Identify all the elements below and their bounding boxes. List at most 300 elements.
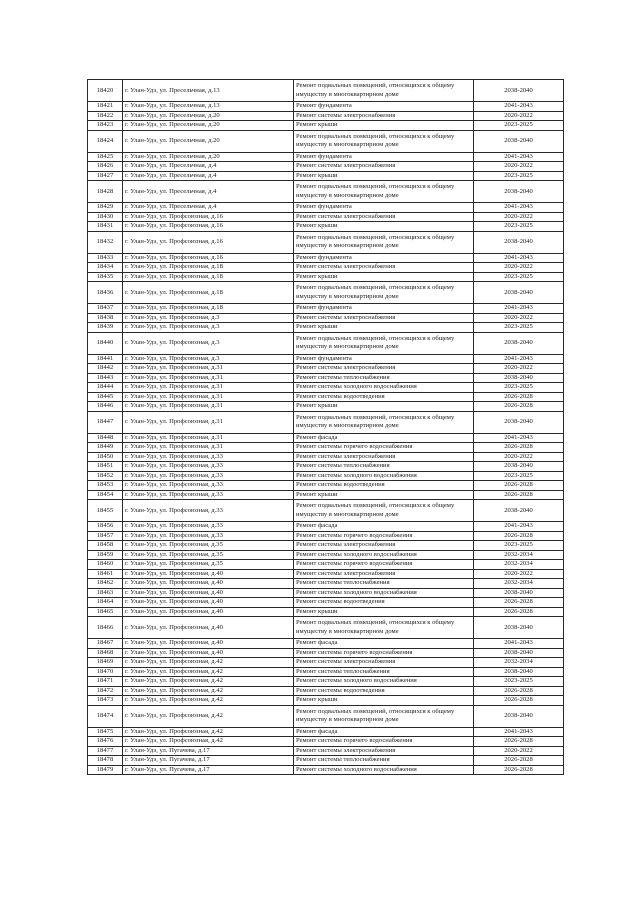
address-cell: г. Улан-Удэ, ул. Пугачева, д.17: [123, 756, 294, 766]
row-number-cell: 18440: [88, 332, 123, 354]
period-cell: 2032-2034: [474, 550, 564, 560]
period-cell: 2026-2028: [474, 531, 564, 541]
row-number-cell: 18442: [88, 364, 123, 374]
address-cell: г. Улан-Удэ, ул. Профсоюзная, д.33: [123, 500, 294, 522]
table-row: [88, 765, 564, 775]
work-type-cell: Ремонт фасада: [294, 639, 474, 649]
address-cell: г. Улан-Удэ, ул. Пресельчная, д.13: [123, 102, 294, 112]
address-cell: г. Улан-Удэ, ул. Профсоюзная, д.35: [123, 560, 294, 570]
work-type-cell: Ремонт системы теплоснабжения: [294, 373, 474, 383]
work-type-cell: Ремонт крыши: [294, 171, 474, 181]
table-row: [88, 402, 564, 412]
work-type-cell: Ремонт фасада: [294, 522, 474, 532]
row-number-cell: 18426: [88, 162, 123, 172]
period-cell: 2026-2028: [474, 598, 564, 608]
period-cell: 2023-2025: [474, 121, 564, 131]
table-row: [88, 364, 564, 374]
row-number-cell: 18474: [88, 705, 123, 727]
address-cell: г. Улан-Удэ, ул. Профсоюзная, д.35: [123, 550, 294, 560]
row-number-cell: 18469: [88, 658, 123, 668]
table-row: [88, 500, 564, 522]
period-cell: 2026-2028: [474, 402, 564, 412]
row-number-cell: 18428: [88, 181, 123, 203]
table-row: [88, 263, 564, 273]
table-row: [88, 677, 564, 687]
period-cell: 2041-2043: [474, 102, 564, 112]
table-row: [88, 433, 564, 443]
table-row: [88, 579, 564, 589]
table-row: [88, 541, 564, 551]
work-type-cell: Ремонт системы водоотведения: [294, 481, 474, 491]
row-number-cell: 18432: [88, 231, 123, 253]
row-number-cell: 18445: [88, 392, 123, 402]
address-cell: г. Улан-Удэ, ул. Пресельчная, д.20: [123, 121, 294, 131]
address-cell: г. Улан-Удэ, ул. Пугачева, д.17: [123, 765, 294, 775]
period-cell: 2026-2028: [474, 756, 564, 766]
period-cell: 2020-2022: [474, 364, 564, 374]
row-number-cell: 18438: [88, 313, 123, 323]
period-cell: 2026-2028: [474, 490, 564, 500]
period-cell: 2023-2025: [474, 171, 564, 181]
row-number-cell: 18424: [88, 130, 123, 152]
work-type-cell: Ремонт подвальных помещений, относящихся к общему имуществу в многоквартирном доме: [294, 181, 474, 203]
table-row: [88, 373, 564, 383]
work-type-cell: Ремонт фасада: [294, 433, 474, 443]
row-number-cell: 18439: [88, 323, 123, 333]
table-row: [88, 222, 564, 232]
work-type-cell: Ремонт крыши: [294, 323, 474, 333]
period-cell: 2032-2034: [474, 658, 564, 668]
row-number-cell: 18425: [88, 152, 123, 162]
work-type-cell: Ремонт системы холодного водоснабжения: [294, 677, 474, 687]
row-number-cell: 18431: [88, 222, 123, 232]
period-cell: 2038-2040: [474, 500, 564, 522]
table-row: [88, 212, 564, 222]
table-row: [88, 746, 564, 756]
period-cell: 2041-2043: [474, 203, 564, 213]
table-row: [88, 452, 564, 462]
row-number-cell: 18427: [88, 171, 123, 181]
row-number-cell: 18459: [88, 550, 123, 560]
address-cell: г. Улан-Удэ, ул. Пресельчная, д.4: [123, 171, 294, 181]
period-cell: 2038-2040: [474, 588, 564, 598]
period-cell: 2038-2040: [474, 181, 564, 203]
row-number-cell: 18458: [88, 541, 123, 551]
period-cell: 2026-2028: [474, 481, 564, 491]
address-cell: г. Улан-Удэ, ул. Пресельчная, д.13: [123, 80, 294, 102]
work-type-cell: Ремонт системы электроснабжения: [294, 162, 474, 172]
period-cell: 2038-2040: [474, 411, 564, 433]
work-type-cell: Ремонт системы электроснабжения: [294, 658, 474, 668]
table-row: [88, 443, 564, 453]
table-row: [88, 392, 564, 402]
address-cell: г. Улан-Удэ, ул. Пресельчная, д.20: [123, 130, 294, 152]
address-cell: г. Улан-Удэ, ул. Профсоюзная, д.3: [123, 332, 294, 354]
table-row: [88, 607, 564, 617]
table-row: [88, 462, 564, 472]
period-cell: 2023-2025: [474, 383, 564, 393]
work-type-cell: Ремонт системы горячего водоснабжения: [294, 560, 474, 570]
period-cell: 2020-2022: [474, 746, 564, 756]
table-row: [88, 111, 564, 121]
address-cell: г. Улан-Удэ, ул. Профсоюзная, д.42: [123, 727, 294, 737]
work-type-cell: Ремонт системы водоотведения: [294, 686, 474, 696]
work-type-cell: Ремонт системы теплоснабжения: [294, 579, 474, 589]
period-cell: 2041-2043: [474, 152, 564, 162]
work-type-cell: Ремонт системы холодного водоснабжения: [294, 765, 474, 775]
table-row: [88, 171, 564, 181]
address-cell: г. Улан-Удэ, ул. Профсоюзная, д.40: [123, 588, 294, 598]
period-cell: 2023-2025: [474, 272, 564, 282]
row-number-cell: 18443: [88, 373, 123, 383]
period-cell: 2038-2040: [474, 282, 564, 304]
period-cell: 2026-2028: [474, 737, 564, 747]
work-type-cell: Ремонт подвальных помещений, относящихся к общему имуществу в многоквартирном доме: [294, 332, 474, 354]
work-type-cell: Ремонт системы электроснабжения: [294, 541, 474, 551]
row-number-cell: 18472: [88, 686, 123, 696]
table-row: [88, 550, 564, 560]
row-number-cell: 18433: [88, 253, 123, 263]
row-number-cell: 18420: [88, 80, 123, 102]
period-cell: 2026-2028: [474, 686, 564, 696]
work-type-cell: Ремонт крыши: [294, 222, 474, 232]
table-row: [88, 531, 564, 541]
row-number-cell: 18465: [88, 607, 123, 617]
row-number-cell: 18451: [88, 462, 123, 472]
period-cell: 2038-2040: [474, 617, 564, 639]
table-row: [88, 705, 564, 727]
row-number-cell: 18466: [88, 617, 123, 639]
address-cell: г. Улан-Удэ, ул. Профсоюзная, д.42: [123, 705, 294, 727]
work-type-cell: Ремонт крыши: [294, 402, 474, 412]
work-type-cell: Ремонт системы водоотведения: [294, 598, 474, 608]
address-cell: г. Улан-Удэ, ул. Профсоюзная, д.42: [123, 686, 294, 696]
table-row: [88, 411, 564, 433]
address-cell: г. Улан-Удэ, ул. Профсоюзная, д.16: [123, 212, 294, 222]
table-row: [88, 253, 564, 263]
work-type-cell: Ремонт системы горячего водоснабжения: [294, 531, 474, 541]
address-cell: г. Улан-Удэ, ул. Пресельчная, д.4: [123, 203, 294, 213]
period-cell: 2020-2022: [474, 313, 564, 323]
address-cell: г. Улан-Удэ, ул. Пресельчная, д.4: [123, 162, 294, 172]
row-number-cell: 18450: [88, 452, 123, 462]
period-cell: 2020-2022: [474, 452, 564, 462]
row-number-cell: 18471: [88, 677, 123, 687]
work-type-cell: Ремонт подвальных помещений, относящихся к общему имуществу в многоквартирном доме: [294, 80, 474, 102]
address-cell: г. Улан-Удэ, ул. Профсоюзная, д.42: [123, 677, 294, 687]
work-type-cell: Ремонт фундамента: [294, 102, 474, 112]
period-cell: 2041-2043: [474, 304, 564, 314]
address-cell: г. Улан-Удэ, ул. Профсоюзная, д.31: [123, 433, 294, 443]
table-row: [88, 231, 564, 253]
row-number-cell: 18447: [88, 411, 123, 433]
period-cell: 2023-2025: [474, 222, 564, 232]
table-row: [88, 598, 564, 608]
address-cell: г. Улан-Удэ, ул. Профсоюзная, д.3: [123, 323, 294, 333]
address-cell: г. Улан-Удэ, ул. Профсоюзная, д.42: [123, 658, 294, 668]
work-type-cell: Ремонт фундамента: [294, 203, 474, 213]
period-cell: 2020-2022: [474, 569, 564, 579]
work-type-cell: Ремонт подвальных помещений, относящихся к общему имуществу в многоквартирном доме: [294, 130, 474, 152]
work-type-cell: Ремонт крыши: [294, 272, 474, 282]
period-cell: 2032-2034: [474, 579, 564, 589]
address-cell: г. Улан-Удэ, ул. Профсоюзная, д.31: [123, 392, 294, 402]
row-number-cell: 18467: [88, 639, 123, 649]
address-cell: г. Улан-Удэ, ул. Профсоюзная, д.33: [123, 531, 294, 541]
period-cell: 2041-2043: [474, 639, 564, 649]
row-number-cell: 18429: [88, 203, 123, 213]
work-type-cell: Ремонт крыши: [294, 607, 474, 617]
period-cell: 2041-2043: [474, 253, 564, 263]
period-cell: 2041-2043: [474, 522, 564, 532]
period-cell: 2026-2028: [474, 696, 564, 706]
row-number-cell: 18462: [88, 579, 123, 589]
address-cell: г. Улан-Удэ, ул. Профсоюзная, д.18: [123, 272, 294, 282]
table-row: [88, 560, 564, 570]
work-type-cell: Ремонт подвальных помещений, относящихся к общему имуществу в многоквартирном доме: [294, 617, 474, 639]
table-row: [88, 737, 564, 747]
period-cell: 2038-2040: [474, 705, 564, 727]
row-number-cell: 18441: [88, 354, 123, 364]
work-type-cell: Ремонт системы холодного водоснабжения: [294, 471, 474, 481]
work-type-cell: Ремонт системы электроснабжения: [294, 452, 474, 462]
address-cell: г. Улан-Удэ, ул. Профсоюзная, д.31: [123, 443, 294, 453]
address-cell: г. Улан-Удэ, ул. Пресельчная, д.20: [123, 111, 294, 121]
work-type-cell: Ремонт системы горячего водоснабжения: [294, 737, 474, 747]
row-number-cell: 18463: [88, 588, 123, 598]
row-number-cell: 18457: [88, 531, 123, 541]
table-row: [88, 181, 564, 203]
work-type-cell: Ремонт системы теплоснабжения: [294, 462, 474, 472]
row-number-cell: 18454: [88, 490, 123, 500]
address-cell: г. Улан-Удэ, ул. Профсоюзная, д.40: [123, 569, 294, 579]
work-type-cell: Ремонт системы водоотведения: [294, 392, 474, 402]
work-type-cell: Ремонт системы электроснабжения: [294, 746, 474, 756]
table-row: [88, 588, 564, 598]
row-number-cell: 18452: [88, 471, 123, 481]
table-row: [88, 686, 564, 696]
period-cell: 2026-2028: [474, 607, 564, 617]
row-number-cell: 18430: [88, 212, 123, 222]
table-row: [88, 102, 564, 112]
address-cell: г. Улан-Удэ, ул. Пугачева, д.17: [123, 746, 294, 756]
work-type-cell: Ремонт подвальных помещений, относящихся к общему имуществу в многоквартирном доме: [294, 705, 474, 727]
work-type-cell: Ремонт системы электроснабжения: [294, 569, 474, 579]
address-cell: г. Улан-Удэ, ул. Профсоюзная, д.33: [123, 462, 294, 472]
table-row: [88, 667, 564, 677]
row-number-cell: 18436: [88, 282, 123, 304]
work-type-cell: Ремонт крыши: [294, 696, 474, 706]
table-row: [88, 272, 564, 282]
table-row: [88, 756, 564, 766]
work-type-cell: Ремонт системы теплоснабжения: [294, 756, 474, 766]
table-row: [88, 617, 564, 639]
address-cell: г. Улан-Удэ, ул. Профсоюзная, д.18: [123, 282, 294, 304]
period-cell: 2038-2040: [474, 130, 564, 152]
table-row: [88, 481, 564, 491]
address-cell: г. Улан-Удэ, ул. Профсоюзная, д.18: [123, 263, 294, 273]
period-cell: 2038-2040: [474, 332, 564, 354]
address-cell: г. Улан-Удэ, ул. Профсоюзная, д.31: [123, 364, 294, 374]
table-row: [88, 162, 564, 172]
row-number-cell: 18460: [88, 560, 123, 570]
period-cell: 2023-2025: [474, 471, 564, 481]
work-type-cell: Ремонт фундамента: [294, 354, 474, 364]
table-row: [88, 282, 564, 304]
table-row: [88, 121, 564, 131]
work-type-cell: Ремонт подвальных помещений, относящихся к общему имуществу в многоквартирном доме: [294, 231, 474, 253]
work-type-cell: Ремонт системы электроснабжения: [294, 111, 474, 121]
address-cell: г. Улан-Удэ, ул. Профсоюзная, д.31: [123, 411, 294, 433]
period-cell: 2041-2043: [474, 433, 564, 443]
row-number-cell: 18468: [88, 648, 123, 658]
row-number-cell: 18449: [88, 443, 123, 453]
address-cell: г. Улан-Удэ, ул. Профсоюзная, д.42: [123, 737, 294, 747]
address-cell: г. Улан-Удэ, ул. Профсоюзная, д.35: [123, 541, 294, 551]
work-type-cell: Ремонт системы электроснабжения: [294, 263, 474, 273]
period-cell: 2020-2022: [474, 162, 564, 172]
period-cell: 2038-2040: [474, 80, 564, 102]
address-cell: г. Улан-Удэ, ул. Профсоюзная, д.31: [123, 373, 294, 383]
period-cell: 2026-2028: [474, 392, 564, 402]
address-cell: г. Улан-Удэ, ул. Профсоюзная, д.40: [123, 617, 294, 639]
address-cell: г. Улан-Удэ, ул. Профсоюзная, д.33: [123, 522, 294, 532]
row-number-cell: 18475: [88, 727, 123, 737]
address-cell: г. Улан-Удэ, ул. Профсоюзная, д.40: [123, 639, 294, 649]
period-cell: 2041-2043: [474, 727, 564, 737]
table-row: [88, 383, 564, 393]
work-type-cell: Ремонт фундамента: [294, 304, 474, 314]
row-number-cell: 18444: [88, 383, 123, 393]
period-cell: 2026-2028: [474, 765, 564, 775]
address-cell: г. Улан-Удэ, ул. Профсоюзная, д.31: [123, 383, 294, 393]
address-cell: г. Улан-Удэ, ул. Профсоюзная, д.42: [123, 667, 294, 677]
period-cell: 2023-2025: [474, 323, 564, 333]
work-type-cell: Ремонт системы горячего водоснабжения: [294, 443, 474, 453]
table-row: [88, 522, 564, 532]
row-number-cell: 18456: [88, 522, 123, 532]
table-row: [88, 130, 564, 152]
address-cell: г. Улан-Удэ, ул. Профсоюзная, д.33: [123, 471, 294, 481]
work-type-cell: Ремонт крыши: [294, 490, 474, 500]
work-type-cell: Ремонт подвальных помещений, относящихся к общему имуществу в многоквартирном доме: [294, 500, 474, 522]
work-type-cell: Ремонт крыши: [294, 121, 474, 131]
work-type-cell: Ремонт фасада: [294, 727, 474, 737]
address-cell: г. Улан-Удэ, ул. Профсоюзная, д.16: [123, 222, 294, 232]
row-number-cell: 18437: [88, 304, 123, 314]
work-type-cell: Ремонт системы холодного водоснабжения: [294, 550, 474, 560]
address-cell: г. Улан-Удэ, ул. Профсоюзная, д.18: [123, 304, 294, 314]
work-type-cell: Ремонт фундамента: [294, 253, 474, 263]
table-row: [88, 648, 564, 658]
address-cell: г. Улан-Удэ, ул. Профсоюзная, д.40: [123, 607, 294, 617]
period-cell: 2020-2022: [474, 263, 564, 273]
row-number-cell: 18464: [88, 598, 123, 608]
period-cell: 2038-2040: [474, 373, 564, 383]
period-cell: 2041-2043: [474, 354, 564, 364]
table-row: [88, 152, 564, 162]
address-cell: г. Улан-Удэ, ул. Профсоюзная, д.3: [123, 354, 294, 364]
address-cell: г. Улан-Удэ, ул. Профсоюзная, д.3: [123, 313, 294, 323]
period-cell: 2020-2022: [474, 212, 564, 222]
row-number-cell: 18423: [88, 121, 123, 131]
period-cell: 2026-2028: [474, 443, 564, 453]
address-cell: г. Улан-Удэ, ул. Профсоюзная, д.16: [123, 253, 294, 263]
address-cell: г. Улан-Удэ, ул. Профсоюзная, д.16: [123, 231, 294, 253]
row-number-cell: 18422: [88, 111, 123, 121]
repair-schedule-table: [87, 79, 564, 775]
work-type-cell: Ремонт системы горячего водоснабжения: [294, 648, 474, 658]
row-number-cell: 18434: [88, 263, 123, 273]
period-cell: 2038-2040: [474, 231, 564, 253]
address-cell: г. Улан-Удэ, ул. Профсоюзная, д.40: [123, 598, 294, 608]
address-cell: г. Улан-Удэ, ул. Профсоюзная, д.31: [123, 402, 294, 412]
row-number-cell: 18477: [88, 746, 123, 756]
row-number-cell: 18453: [88, 481, 123, 491]
period-cell: 2038-2040: [474, 667, 564, 677]
period-cell: 2038-2040: [474, 648, 564, 658]
table-row: [88, 354, 564, 364]
period-cell: 2023-2025: [474, 677, 564, 687]
row-number-cell: 18470: [88, 667, 123, 677]
work-type-cell: Ремонт системы электроснабжения: [294, 364, 474, 374]
row-number-cell: 18478: [88, 756, 123, 766]
period-cell: 2020-2022: [474, 111, 564, 121]
work-type-cell: Ремонт системы электроснабжения: [294, 212, 474, 222]
address-cell: г. Улан-Удэ, ул. Профсоюзная, д.33: [123, 452, 294, 462]
address-cell: г. Улан-Удэ, ул. Профсоюзная, д.42: [123, 696, 294, 706]
work-type-cell: Ремонт системы холодного водоснабжения: [294, 383, 474, 393]
row-number-cell: 18455: [88, 500, 123, 522]
address-cell: г. Улан-Удэ, ул. Пресельчная, д.20: [123, 152, 294, 162]
row-number-cell: 18446: [88, 402, 123, 412]
address-cell: г. Улан-Удэ, ул. Профсоюзная, д.40: [123, 648, 294, 658]
address-cell: г. Улан-Удэ, ул. Профсоюзная, д.33: [123, 481, 294, 491]
table-row: [88, 490, 564, 500]
table-row: [88, 80, 564, 102]
table-body: [88, 80, 564, 775]
table-row: [88, 323, 564, 333]
work-type-cell: Ремонт системы холодного водоснабжения: [294, 588, 474, 598]
work-type-cell: Ремонт подвальных помещений, относящихся к общему имуществу в многоквартирном доме: [294, 282, 474, 304]
period-cell: 2023-2025: [474, 541, 564, 551]
row-number-cell: 18461: [88, 569, 123, 579]
table-row: [88, 569, 564, 579]
row-number-cell: 18479: [88, 765, 123, 775]
row-number-cell: 18435: [88, 272, 123, 282]
table-row: [88, 332, 564, 354]
table-row: [88, 696, 564, 706]
table-row: [88, 639, 564, 649]
table-row: [88, 471, 564, 481]
table-row: [88, 727, 564, 737]
table-row: [88, 304, 564, 314]
row-number-cell: 18473: [88, 696, 123, 706]
table-row: [88, 203, 564, 213]
row-number-cell: 18476: [88, 737, 123, 747]
period-cell: 2032-2034: [474, 560, 564, 570]
work-type-cell: Ремонт подвальных помещений, относящихся к общему имуществу в многоквартирном доме: [294, 411, 474, 433]
row-number-cell: 18421: [88, 102, 123, 112]
table-row: [88, 658, 564, 668]
table-row: [88, 313, 564, 323]
address-cell: г. Улан-Удэ, ул. Профсоюзная, д.40: [123, 579, 294, 589]
work-type-cell: Ремонт системы теплоснабжения: [294, 667, 474, 677]
address-cell: г. Улан-Удэ, ул. Профсоюзная, д.33: [123, 490, 294, 500]
work-type-cell: Ремонт системы электроснабжения: [294, 313, 474, 323]
row-number-cell: 18448: [88, 433, 123, 443]
work-type-cell: Ремонт фундамента: [294, 152, 474, 162]
